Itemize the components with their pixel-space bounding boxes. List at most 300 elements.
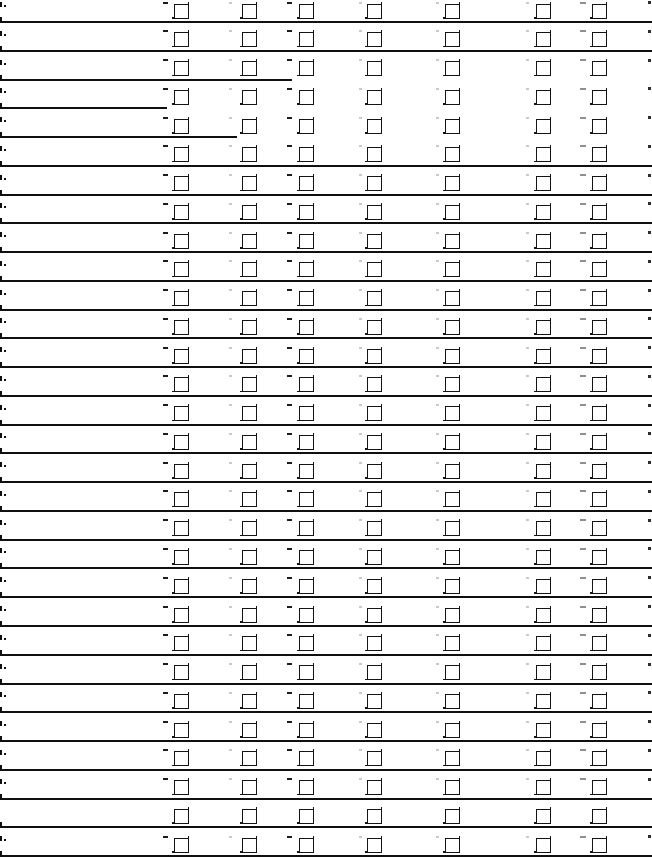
checkbox[interactable] xyxy=(367,838,382,853)
checkbox[interactable] xyxy=(445,809,460,824)
checkbox[interactable] xyxy=(536,809,551,824)
tick-mark xyxy=(287,778,292,780)
checkbox[interactable] xyxy=(367,694,382,709)
checkbox[interactable] xyxy=(242,291,257,306)
right-edge-dot xyxy=(648,835,651,838)
checkbox[interactable] xyxy=(592,694,607,709)
checkbox[interactable] xyxy=(174,90,189,105)
checkbox[interactable] xyxy=(174,205,189,220)
checkbox[interactable] xyxy=(299,751,314,766)
checkbox[interactable] xyxy=(445,320,460,335)
scan-speck xyxy=(436,30,439,32)
checkbox[interactable] xyxy=(592,723,607,738)
checkbox[interactable] xyxy=(242,579,257,594)
checkbox[interactable] xyxy=(174,4,189,19)
form-row xyxy=(0,79,652,108)
checkbox[interactable] xyxy=(174,492,189,507)
checkbox[interactable] xyxy=(299,521,314,536)
scan-speck xyxy=(526,433,529,435)
checkbox[interactable] xyxy=(536,464,551,479)
row-number-fragment xyxy=(0,577,2,582)
scan-speck xyxy=(436,88,439,90)
checkbox[interactable] xyxy=(445,32,460,47)
checkbox[interactable] xyxy=(367,234,382,249)
scan-speck xyxy=(526,519,529,521)
tick-mark xyxy=(163,260,168,262)
checkbox[interactable] xyxy=(242,464,257,479)
checkbox[interactable] xyxy=(592,809,607,824)
checkbox[interactable] xyxy=(299,608,314,623)
checkbox[interactable] xyxy=(445,464,460,479)
tick-mark xyxy=(287,490,292,492)
row-number-fragment xyxy=(0,175,2,180)
checkbox[interactable] xyxy=(242,694,257,709)
row-number-fragment-dot xyxy=(4,5,6,7)
checkbox[interactable] xyxy=(299,262,314,277)
scan-speck xyxy=(229,433,232,435)
tick-mark-faded xyxy=(580,548,586,550)
checkbox[interactable] xyxy=(367,550,382,565)
scan-speck xyxy=(229,174,232,176)
tick-mark xyxy=(287,692,292,694)
scan-speck xyxy=(436,318,439,320)
checkbox[interactable] xyxy=(592,349,607,364)
checkbox[interactable] xyxy=(299,234,314,249)
checkbox[interactable] xyxy=(299,147,314,162)
checkbox[interactable] xyxy=(242,32,257,47)
checkbox[interactable] xyxy=(592,550,607,565)
checkbox[interactable] xyxy=(445,579,460,594)
checkbox[interactable] xyxy=(536,406,551,421)
checkbox[interactable] xyxy=(445,636,460,651)
checkbox[interactable] xyxy=(299,809,314,824)
scan-speck xyxy=(526,606,529,608)
checkbox[interactable] xyxy=(242,838,257,853)
checkbox[interactable] xyxy=(174,809,189,824)
tick-mark xyxy=(287,232,292,234)
scan-speck xyxy=(229,59,232,61)
checkbox[interactable] xyxy=(536,320,551,335)
checkbox[interactable] xyxy=(445,838,460,853)
tick-mark xyxy=(163,174,168,176)
checkbox[interactable] xyxy=(367,492,382,507)
checkbox[interactable] xyxy=(592,4,607,19)
checkbox[interactable] xyxy=(536,838,551,853)
checkbox[interactable] xyxy=(536,291,551,306)
checkbox[interactable] xyxy=(445,521,460,536)
checkbox[interactable] xyxy=(445,665,460,680)
checkbox[interactable] xyxy=(367,406,382,421)
scan-speck xyxy=(436,404,439,406)
checkbox[interactable] xyxy=(367,665,382,680)
checkbox[interactable] xyxy=(592,119,607,134)
checkbox[interactable] xyxy=(592,406,607,421)
checkbox[interactable] xyxy=(367,780,382,795)
checkbox[interactable] xyxy=(536,579,551,594)
checkbox[interactable] xyxy=(242,320,257,335)
checkbox[interactable] xyxy=(536,32,551,47)
checkbox[interactable] xyxy=(592,147,607,162)
checkbox[interactable] xyxy=(299,464,314,479)
checkbox[interactable] xyxy=(445,119,460,134)
scan-speck xyxy=(436,548,439,550)
checkbox[interactable] xyxy=(367,464,382,479)
checkbox[interactable] xyxy=(367,377,382,392)
checkbox[interactable] xyxy=(174,550,189,565)
scan-speck xyxy=(359,145,362,147)
checkbox[interactable] xyxy=(242,262,257,277)
checkbox[interactable] xyxy=(174,119,189,134)
scan-speck xyxy=(436,606,439,608)
row-number-fragment-dot xyxy=(4,580,6,582)
checkbox[interactable] xyxy=(536,521,551,536)
checkbox[interactable] xyxy=(445,262,460,277)
checkbox[interactable] xyxy=(242,119,257,134)
checkbox[interactable] xyxy=(299,406,314,421)
scan-speck xyxy=(229,663,232,665)
checkbox[interactable] xyxy=(299,723,314,738)
checkbox[interactable] xyxy=(536,377,551,392)
checkbox[interactable] xyxy=(536,492,551,507)
checkbox[interactable] xyxy=(174,32,189,47)
checkbox[interactable] xyxy=(299,291,314,306)
scan-speck xyxy=(229,634,232,636)
tick-mark xyxy=(163,548,168,550)
checkbox[interactable] xyxy=(174,780,189,795)
checkbox[interactable] xyxy=(367,521,382,536)
checkbox[interactable] xyxy=(242,492,257,507)
checkbox[interactable] xyxy=(242,234,257,249)
checkbox[interactable] xyxy=(367,32,382,47)
checkbox[interactable] xyxy=(174,406,189,421)
checkbox[interactable] xyxy=(367,435,382,450)
right-edge-dot xyxy=(648,289,651,292)
tick-mark xyxy=(163,519,168,521)
scan-speck xyxy=(229,145,232,147)
checkbox[interactable] xyxy=(592,291,607,306)
checkbox[interactable] xyxy=(592,32,607,47)
checkbox[interactable] xyxy=(299,579,314,594)
checkbox[interactable] xyxy=(299,665,314,680)
checkbox[interactable] xyxy=(299,550,314,565)
checkbox[interactable] xyxy=(174,608,189,623)
tick-mark xyxy=(163,203,168,205)
tick-mark-faded xyxy=(580,606,586,608)
checkbox[interactable] xyxy=(242,406,257,421)
checkbox[interactable] xyxy=(242,665,257,680)
checkbox[interactable] xyxy=(445,406,460,421)
checkbox[interactable] xyxy=(367,4,382,19)
checkbox[interactable] xyxy=(174,636,189,651)
right-edge-dot xyxy=(648,145,651,148)
form-row xyxy=(0,280,652,309)
checkbox[interactable] xyxy=(367,636,382,651)
tick-mark-faded xyxy=(580,433,586,435)
row-number-fragment xyxy=(0,318,2,323)
checkbox[interactable] xyxy=(592,838,607,853)
checkbox[interactable] xyxy=(367,723,382,738)
checkbox[interactable] xyxy=(592,636,607,651)
checkbox[interactable] xyxy=(242,723,257,738)
right-edge-dot xyxy=(648,231,651,234)
checkbox[interactable] xyxy=(536,608,551,623)
checkbox[interactable] xyxy=(592,579,607,594)
scan-speck xyxy=(436,749,439,751)
checkbox[interactable] xyxy=(445,349,460,364)
checkbox[interactable] xyxy=(592,780,607,795)
checkbox[interactable] xyxy=(299,205,314,220)
checkbox[interactable] xyxy=(242,377,257,392)
checkbox[interactable] xyxy=(592,751,607,766)
checkbox[interactable] xyxy=(367,90,382,105)
row-number-fragment xyxy=(0,203,2,208)
row-number-fragment xyxy=(0,2,2,7)
checkbox[interactable] xyxy=(299,119,314,134)
checkbox[interactable] xyxy=(367,809,382,824)
checkbox[interactable] xyxy=(367,205,382,220)
checkbox[interactable] xyxy=(592,61,607,76)
checkbox[interactable] xyxy=(174,665,189,680)
checkbox[interactable] xyxy=(536,61,551,76)
scan-speck xyxy=(359,634,362,636)
scan-speck xyxy=(359,519,362,521)
scan-speck xyxy=(229,30,232,32)
checkbox[interactable] xyxy=(174,521,189,536)
checkbox[interactable] xyxy=(174,262,189,277)
scan-speck xyxy=(436,462,439,464)
checkbox[interactable] xyxy=(174,579,189,594)
checkbox[interactable] xyxy=(299,320,314,335)
checkbox[interactable] xyxy=(174,377,189,392)
checkbox[interactable] xyxy=(592,176,607,191)
checkbox[interactable] xyxy=(445,694,460,709)
checkbox[interactable] xyxy=(367,579,382,594)
checkbox[interactable] xyxy=(536,550,551,565)
checkbox[interactable] xyxy=(299,492,314,507)
checkbox[interactable] xyxy=(367,608,382,623)
checkbox[interactable] xyxy=(367,176,382,191)
right-edge-dot xyxy=(648,691,651,694)
scan-speck xyxy=(229,260,232,262)
checkbox[interactable] xyxy=(242,61,257,76)
tick-mark xyxy=(287,289,292,291)
checkbox[interactable] xyxy=(299,349,314,364)
checkbox[interactable] xyxy=(174,838,189,853)
tick-mark xyxy=(163,145,168,147)
checkbox[interactable] xyxy=(174,694,189,709)
checkbox[interactable] xyxy=(174,147,189,162)
right-edge-dot xyxy=(648,404,651,407)
checkbox[interactable] xyxy=(445,205,460,220)
checkbox[interactable] xyxy=(242,751,257,766)
tick-mark xyxy=(287,375,292,377)
checkbox[interactable] xyxy=(174,751,189,766)
checkbox[interactable] xyxy=(536,751,551,766)
checkbox[interactable] xyxy=(592,665,607,680)
checkbox[interactable] xyxy=(367,751,382,766)
scan-speck xyxy=(229,721,232,723)
checkbox[interactable] xyxy=(536,349,551,364)
checkbox[interactable] xyxy=(367,262,382,277)
checkbox[interactable] xyxy=(367,320,382,335)
checkbox[interactable] xyxy=(242,780,257,795)
checkbox[interactable] xyxy=(536,636,551,651)
checkbox[interactable] xyxy=(174,61,189,76)
checkbox[interactable] xyxy=(445,751,460,766)
checkbox[interactable] xyxy=(536,90,551,105)
checkbox[interactable] xyxy=(592,262,607,277)
checkbox[interactable] xyxy=(445,147,460,162)
tick-mark xyxy=(163,778,168,780)
checkbox[interactable] xyxy=(445,608,460,623)
checkbox[interactable] xyxy=(367,291,382,306)
checkbox[interactable] xyxy=(299,4,314,19)
checkbox[interactable] xyxy=(174,723,189,738)
checkbox[interactable] xyxy=(536,234,551,249)
tick-mark xyxy=(163,577,168,579)
checkbox[interactable] xyxy=(592,464,607,479)
checkbox[interactable] xyxy=(536,780,551,795)
checkbox[interactable] xyxy=(299,176,314,191)
checkbox[interactable] xyxy=(592,435,607,450)
tick-mark xyxy=(163,347,168,349)
checkbox[interactable] xyxy=(299,780,314,795)
scan-speck xyxy=(229,347,232,349)
scan-speck xyxy=(359,232,362,234)
scan-speck xyxy=(436,778,439,780)
checkbox[interactable] xyxy=(445,90,460,105)
tick-mark-faded xyxy=(580,634,586,636)
checkbox[interactable] xyxy=(445,550,460,565)
checkbox[interactable] xyxy=(445,4,460,19)
checkbox[interactable] xyxy=(445,377,460,392)
checkbox[interactable] xyxy=(367,349,382,364)
checkbox[interactable] xyxy=(445,176,460,191)
tick-mark-faded xyxy=(580,778,586,780)
scan-speck xyxy=(436,2,439,4)
scan-speck xyxy=(229,404,232,406)
checkbox[interactable] xyxy=(299,636,314,651)
checkbox[interactable] xyxy=(174,349,189,364)
checkbox[interactable] xyxy=(299,435,314,450)
checkbox[interactable] xyxy=(445,61,460,76)
checkbox[interactable] xyxy=(242,435,257,450)
checkbox[interactable] xyxy=(174,234,189,249)
checkbox[interactable] xyxy=(592,377,607,392)
form-row xyxy=(0,21,652,50)
checkbox[interactable] xyxy=(445,723,460,738)
form-row xyxy=(0,194,652,223)
right-edge-dot xyxy=(648,260,651,263)
checkbox[interactable] xyxy=(536,435,551,450)
right-edge-dot xyxy=(648,461,651,464)
checkbox[interactable] xyxy=(242,521,257,536)
right-edge-dot xyxy=(648,749,651,752)
scan-speck xyxy=(359,692,362,694)
tick-mark xyxy=(287,203,292,205)
checkbox[interactable] xyxy=(536,262,551,277)
checkbox[interactable] xyxy=(536,205,551,220)
row-number-fragment-dot xyxy=(4,408,6,410)
scan-speck xyxy=(359,433,362,435)
checkbox[interactable] xyxy=(299,694,314,709)
checkbox[interactable] xyxy=(174,464,189,479)
tick-mark xyxy=(287,548,292,550)
checkbox[interactable] xyxy=(242,550,257,565)
row-number-fragment-dot xyxy=(4,523,6,525)
checkbox[interactable] xyxy=(242,349,257,364)
checkbox[interactable] xyxy=(242,4,257,19)
checkbox[interactable] xyxy=(242,205,257,220)
checkbox[interactable] xyxy=(536,723,551,738)
checkbox[interactable] xyxy=(299,32,314,47)
tick-mark-faded xyxy=(580,577,586,579)
checkbox[interactable] xyxy=(592,90,607,105)
scan-speck xyxy=(526,88,529,90)
right-edge-dot xyxy=(648,778,651,781)
form-row xyxy=(0,222,652,251)
checkbox[interactable] xyxy=(242,147,257,162)
checkbox[interactable] xyxy=(299,61,314,76)
checkbox[interactable] xyxy=(174,291,189,306)
tick-mark-faded xyxy=(580,260,586,262)
checkbox[interactable] xyxy=(536,4,551,19)
checkbox[interactable] xyxy=(445,780,460,795)
checkbox[interactable] xyxy=(174,176,189,191)
checkbox[interactable] xyxy=(592,205,607,220)
row-number-fragment-dot xyxy=(4,609,6,611)
checkbox[interactable] xyxy=(536,176,551,191)
scan-speck xyxy=(526,778,529,780)
checkbox[interactable] xyxy=(536,119,551,134)
checkbox[interactable] xyxy=(592,608,607,623)
checkbox[interactable] xyxy=(445,492,460,507)
checkbox[interactable] xyxy=(592,234,607,249)
right-edge-dot xyxy=(648,202,651,205)
checkbox[interactable] xyxy=(299,838,314,853)
checkbox[interactable] xyxy=(174,320,189,335)
checkbox[interactable] xyxy=(592,320,607,335)
checkbox[interactable] xyxy=(592,521,607,536)
checkbox[interactable] xyxy=(445,435,460,450)
row-number-fragment-dot xyxy=(4,667,6,669)
checkbox[interactable] xyxy=(367,119,382,134)
tick-mark xyxy=(287,749,292,751)
checkbox[interactable] xyxy=(536,694,551,709)
checkbox[interactable] xyxy=(536,147,551,162)
checkbox[interactable] xyxy=(367,61,382,76)
checkbox[interactable] xyxy=(242,636,257,651)
scan-speck xyxy=(359,663,362,665)
checkbox[interactable] xyxy=(367,147,382,162)
checkbox[interactable] xyxy=(242,809,257,824)
scan-speck xyxy=(229,519,232,521)
checkbox[interactable] xyxy=(536,665,551,680)
checkbox[interactable] xyxy=(174,435,189,450)
row-number-fragment-dot xyxy=(4,551,6,553)
scan-speck xyxy=(359,30,362,32)
checkbox[interactable] xyxy=(445,291,460,306)
checkbox[interactable] xyxy=(242,90,257,105)
row-number-fragment xyxy=(0,692,2,697)
checkbox[interactable] xyxy=(299,90,314,105)
checkbox[interactable] xyxy=(445,234,460,249)
checkbox[interactable] xyxy=(242,608,257,623)
checkbox[interactable] xyxy=(299,377,314,392)
checkbox[interactable] xyxy=(592,492,607,507)
checkbox[interactable] xyxy=(242,176,257,191)
tick-mark-faded xyxy=(580,347,586,349)
